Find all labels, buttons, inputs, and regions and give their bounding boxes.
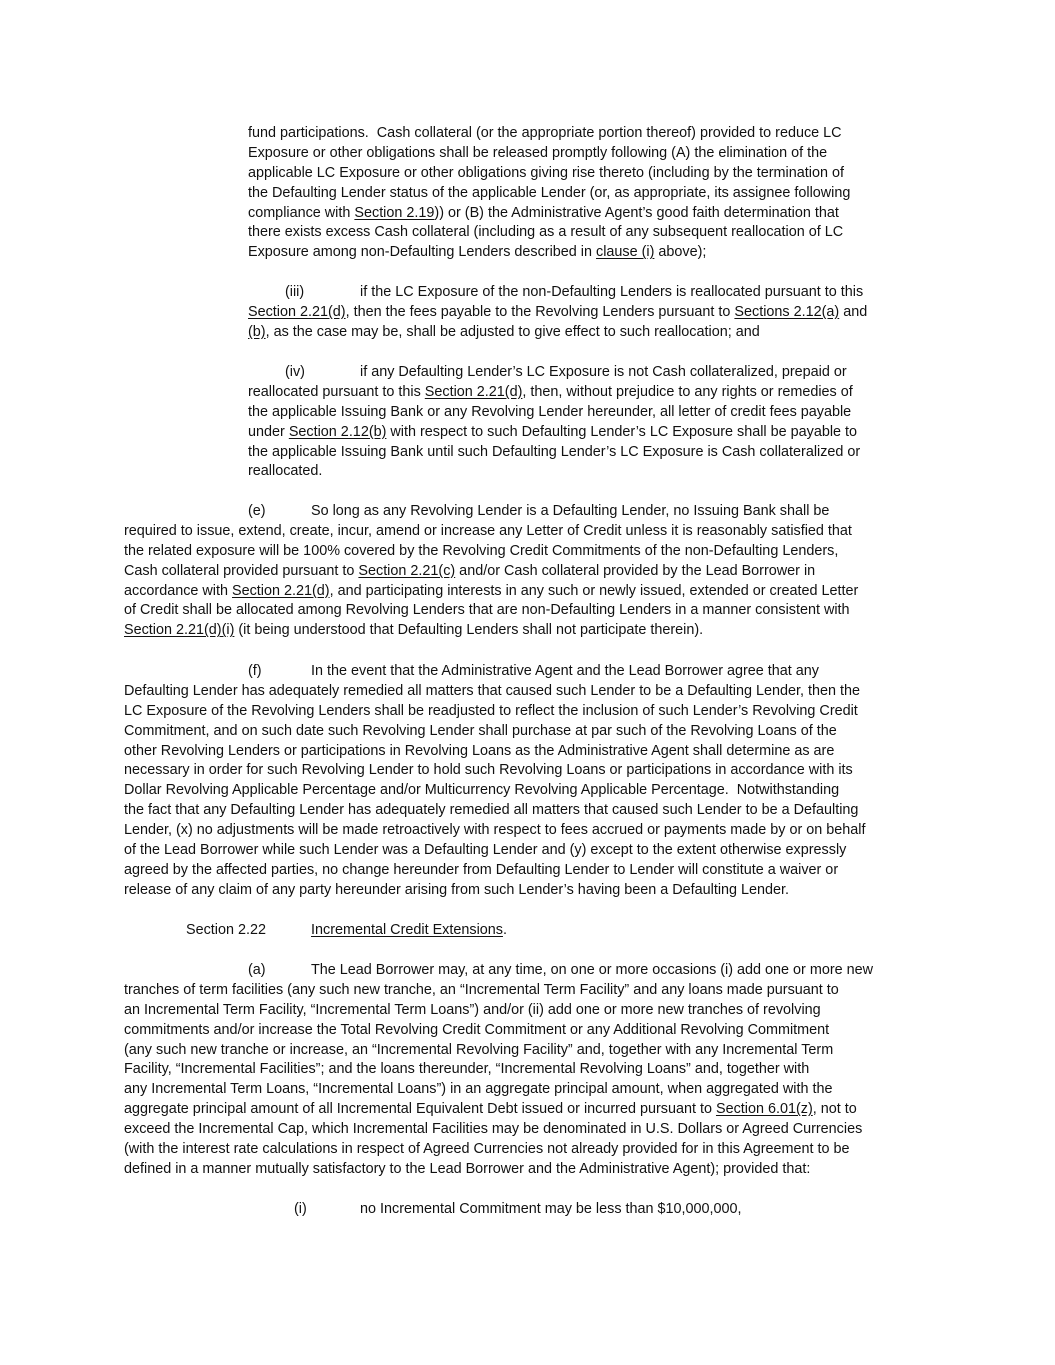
text-line bbox=[124, 124, 944, 144]
text-run: any Incremental Term Loans, “Incremental Loans”) in an aggregate principal amount, when aggregated with the bbox=[124, 1081, 833, 1098]
text-line bbox=[124, 542, 944, 562]
text-line bbox=[124, 1160, 944, 1180]
text-run: (with the interest rate calculations in respect of Agreed Currencies not already provided for in this Agreement to be bbox=[124, 1141, 850, 1158]
text-line bbox=[124, 303, 944, 323]
text-run: So long as any Revolving Lender is a Defaulting Lender, no Issuing Bank shall be bbox=[311, 503, 830, 519]
paragraph-iii bbox=[124, 283, 944, 343]
text-run: Lender, (x) no adjustments will be made retroactively with respect to fees accrued or payments made by or on behalf bbox=[124, 822, 866, 839]
paragraph-f bbox=[124, 662, 944, 901]
text-run: of the Lead Borrower while such Lender was a Defaulting Lender and (y) except to the extent otherwise expressly bbox=[124, 842, 847, 859]
text-run: other Revolving Lenders or participations in Revolving Loans as the Administrative Agent shall determine as are bbox=[124, 742, 835, 759]
text-line bbox=[124, 781, 944, 801]
text-line bbox=[124, 761, 944, 781]
text-line bbox=[124, 1021, 944, 1041]
text-line bbox=[124, 403, 944, 423]
text-line bbox=[124, 722, 944, 742]
text-line bbox=[124, 621, 944, 641]
paragraph-e bbox=[124, 502, 944, 641]
text-run: and/or Cash collateral provided by the Lead Borrower in bbox=[455, 562, 816, 579]
text-run: defined in a manner mutually satisfactory to the Lead Borrower and the Administrative Agent); provided that: bbox=[124, 1160, 811, 1177]
text-line bbox=[124, 243, 944, 263]
text-line bbox=[124, 363, 944, 383]
text-run: of Credit shall be allocated among Revolving Lenders that are non-Defaulting Lenders in a manner consistent with bbox=[124, 602, 850, 619]
text-run: . bbox=[502, 922, 507, 938]
text-line bbox=[124, 522, 944, 542]
text-run: commitments and/or increase the Total Revolving Credit Commitment or any Additional Revolving Commitment bbox=[124, 1021, 830, 1038]
section-heading bbox=[124, 921, 944, 941]
text-line bbox=[124, 283, 944, 303]
text-run: the fact that any Defaulting Lender has adequately remedied all matters that caused such Lender to be a Defaulting bbox=[124, 802, 859, 819]
text-run: the related exposure will be 100% covered by the Revolving Credit Commitments of the non-Defaulting Lenders, bbox=[124, 542, 839, 559]
text-run: the applicable Issuing Bank until such Defaulting Lender’s LC Exposure is Cash collateralized or bbox=[248, 443, 861, 460]
text-run: reallocated. bbox=[248, 463, 323, 480]
text-run: under bbox=[248, 423, 289, 440]
text-run: reallocated pursuant to this bbox=[248, 383, 425, 400]
text-run: if any Defaulting Lender’s LC Exposure is not Cash collateralized, prepaid or bbox=[360, 364, 847, 380]
paragraph-iv bbox=[124, 363, 944, 482]
text-line bbox=[124, 702, 944, 722]
text-line bbox=[124, 204, 944, 224]
text-line bbox=[124, 961, 944, 981]
cross-reference: Section 2.21(d)(i) bbox=[124, 622, 235, 639]
clause-label: (iv) bbox=[285, 364, 305, 380]
text-line bbox=[124, 801, 944, 821]
text-run: Dollar Revolving Applicable Percentage and/or Multicurrency Revolving Applicable Percentage. Notwithstanding bbox=[124, 782, 840, 799]
text-run: no Incremental Commitment may be less than $10,000,000, bbox=[360, 1201, 742, 1217]
text-run: release of any claim of any party hereunder arising from such Lender’s having been a Defaulting Lender. bbox=[124, 881, 790, 898]
text-run: Exposure or other obligations shall be released promptly following (A) the elimination of the bbox=[248, 144, 828, 161]
text-run: tranches of term facilities (any such new tranche, an “Incremental Term Facility” and any loans made pursuant to bbox=[124, 981, 839, 998]
text-run: there exists excess Cash collateral (including as a result of any subsequent reallocation of LC bbox=[248, 224, 844, 241]
text-run: Facility, “Incremental Facilities”; and the loans thereunder, “Incremental Revolving Loans” and, together with bbox=[124, 1061, 810, 1078]
paragraph-a bbox=[124, 961, 944, 1180]
text-line bbox=[124, 223, 944, 243]
cross-reference: Section 2.21(d) bbox=[248, 303, 346, 320]
text-run: fund participations. Cash collateral (or the appropriate portion thereof) provided to reduce LC bbox=[248, 125, 842, 141]
text-run: , not to bbox=[812, 1101, 857, 1118]
text-line bbox=[124, 1120, 944, 1140]
text-line bbox=[124, 662, 944, 682]
text-run: Exposure among non-Defaulting Lenders described in bbox=[248, 244, 596, 261]
text-line bbox=[124, 682, 944, 702]
paragraph-intro bbox=[124, 124, 944, 263]
text-line bbox=[124, 601, 944, 621]
text-run: Cash collateral provided pursuant to bbox=[124, 562, 359, 579]
text-line bbox=[124, 1200, 944, 1220]
text-run: aggregate principal amount of all Incremental Equivalent Debt issued or incurred pursuant to bbox=[124, 1101, 716, 1118]
text-line bbox=[124, 1140, 944, 1160]
text-line bbox=[124, 462, 944, 482]
text-run: and bbox=[839, 303, 868, 320]
text-line bbox=[124, 1080, 944, 1100]
text-run: if the LC Exposure of the non-Defaulting Lenders is reallocated pursuant to this bbox=[360, 284, 864, 300]
text-run: above); bbox=[654, 244, 707, 261]
text-line bbox=[124, 502, 944, 522]
clause-label: (f) bbox=[248, 663, 262, 679]
text-run: an Incremental Term Facility, “Incremental Term Loans”) and/or (ii) add one or more new tranches of revolving bbox=[124, 1001, 821, 1018]
cross-reference: Sections 2.12(a) bbox=[734, 303, 840, 320]
text-run: with respect to such Defaulting Lender’s LC Exposure shall be payable to bbox=[386, 423, 858, 440]
text-run: the applicable Issuing Bank or any Revolving Lender hereunder, all letter of credit fees payable bbox=[248, 403, 852, 420]
text-line bbox=[124, 443, 944, 463]
text-run: , then, without prejudice to any rights or remedies of bbox=[522, 383, 853, 400]
text-line bbox=[124, 562, 944, 582]
text-run: The Lead Borrower may, at any time, on one or more occasions (i) add one or more new bbox=[311, 962, 874, 978]
text-run: compliance with bbox=[248, 204, 355, 221]
text-line bbox=[124, 184, 944, 204]
text-line bbox=[124, 1001, 944, 1021]
text-line bbox=[124, 981, 944, 1001]
text-run: applicable LC Exposure or other obligations giving rise thereto (including by the termination of bbox=[248, 164, 844, 181]
text-run: , as the case may be, shall be adjusted to give effect to such reallocation; and bbox=[265, 323, 760, 340]
clause-label: (i) bbox=[294, 1201, 307, 1217]
text-line bbox=[124, 383, 944, 403]
text-line bbox=[124, 423, 944, 443]
text-line bbox=[124, 1060, 944, 1080]
text-run: agreed by the affected parties, no change hereunder from Defaulting Lender to Lender will constitute a waiver or bbox=[124, 861, 839, 878]
cross-reference: clause (i) bbox=[596, 244, 655, 261]
text-line bbox=[124, 164, 944, 184]
clause-label: (a) bbox=[248, 962, 266, 978]
text-line bbox=[124, 1041, 944, 1061]
paragraph-i bbox=[124, 1200, 944, 1220]
text-run: Commitment, and on such date such Revolving Lender shall purchase at par such of the Revolving Loans of the bbox=[124, 722, 837, 739]
text-line bbox=[124, 144, 944, 164]
text-run: )) or (B) the Administrative Agent’s good faith determination that bbox=[434, 204, 839, 221]
cross-reference: Section 2.12(b) bbox=[288, 423, 387, 440]
text-line bbox=[124, 1100, 944, 1120]
text-run: LC Exposure of the Revolving Lenders shall be readjusted to reflect the inclusion of such Lender’s Revolving Credit bbox=[124, 702, 858, 719]
text-line bbox=[124, 742, 944, 762]
cross-reference: (b) bbox=[248, 323, 266, 340]
cross-reference: Section 2.21(d) bbox=[424, 383, 523, 400]
text-line bbox=[124, 582, 944, 602]
text-line bbox=[124, 881, 944, 901]
text-run: the Defaulting Lender status of the applicable Lender (or, as appropriate, its assignee following bbox=[248, 184, 851, 201]
text-run: (any such new tranche or increase, an “Incremental Revolving Facility” and, together with any Incremental Term bbox=[124, 1041, 834, 1058]
text-line bbox=[124, 323, 944, 343]
section-number: Section 2.22 bbox=[186, 922, 267, 938]
cross-reference: Section 6.01(z) bbox=[715, 1101, 813, 1118]
text-run: required to issue, extend, create, incur, amend or increase any Letter of Credit unless it is reasonably satisfied that bbox=[124, 522, 852, 539]
text-line bbox=[124, 841, 944, 861]
cross-reference: Section 2.19 bbox=[354, 204, 435, 221]
text-run: accordance with bbox=[124, 582, 232, 599]
text-run: Defaulting Lender has adequately remedied all matters that caused such Lender to be a Defaulting Lender, then the bbox=[124, 682, 861, 699]
clause-label: (iii) bbox=[285, 284, 305, 300]
text-run: necessary in order for such Revolving Lender to hold such Revolving Loans or participations in accordance with its bbox=[124, 762, 853, 779]
text-line bbox=[124, 861, 944, 881]
text-run: In the event that the Administrative Agent and the Lead Borrower agree that any bbox=[311, 663, 819, 679]
text-run: , and participating interests in any such or newly issued, extended or created Letter bbox=[329, 582, 859, 599]
text-line bbox=[124, 821, 944, 841]
cross-reference: Incremental Credit Extensions bbox=[311, 922, 503, 938]
text-run: (it being understood that Defaulting Lenders shall not participate therein). bbox=[234, 622, 704, 639]
cross-reference: Section 2.21(c) bbox=[358, 562, 456, 579]
clause-label: (e) bbox=[248, 503, 266, 519]
cross-reference: Section 2.21(d) bbox=[232, 582, 330, 599]
text-run: , then the fees payable to the Revolving Lenders pursuant to bbox=[345, 303, 735, 320]
text-run: exceed the Incremental Cap, which Incremental Facilities may be denominated in U.S. Dollars or Agreed Currencies bbox=[124, 1121, 863, 1138]
